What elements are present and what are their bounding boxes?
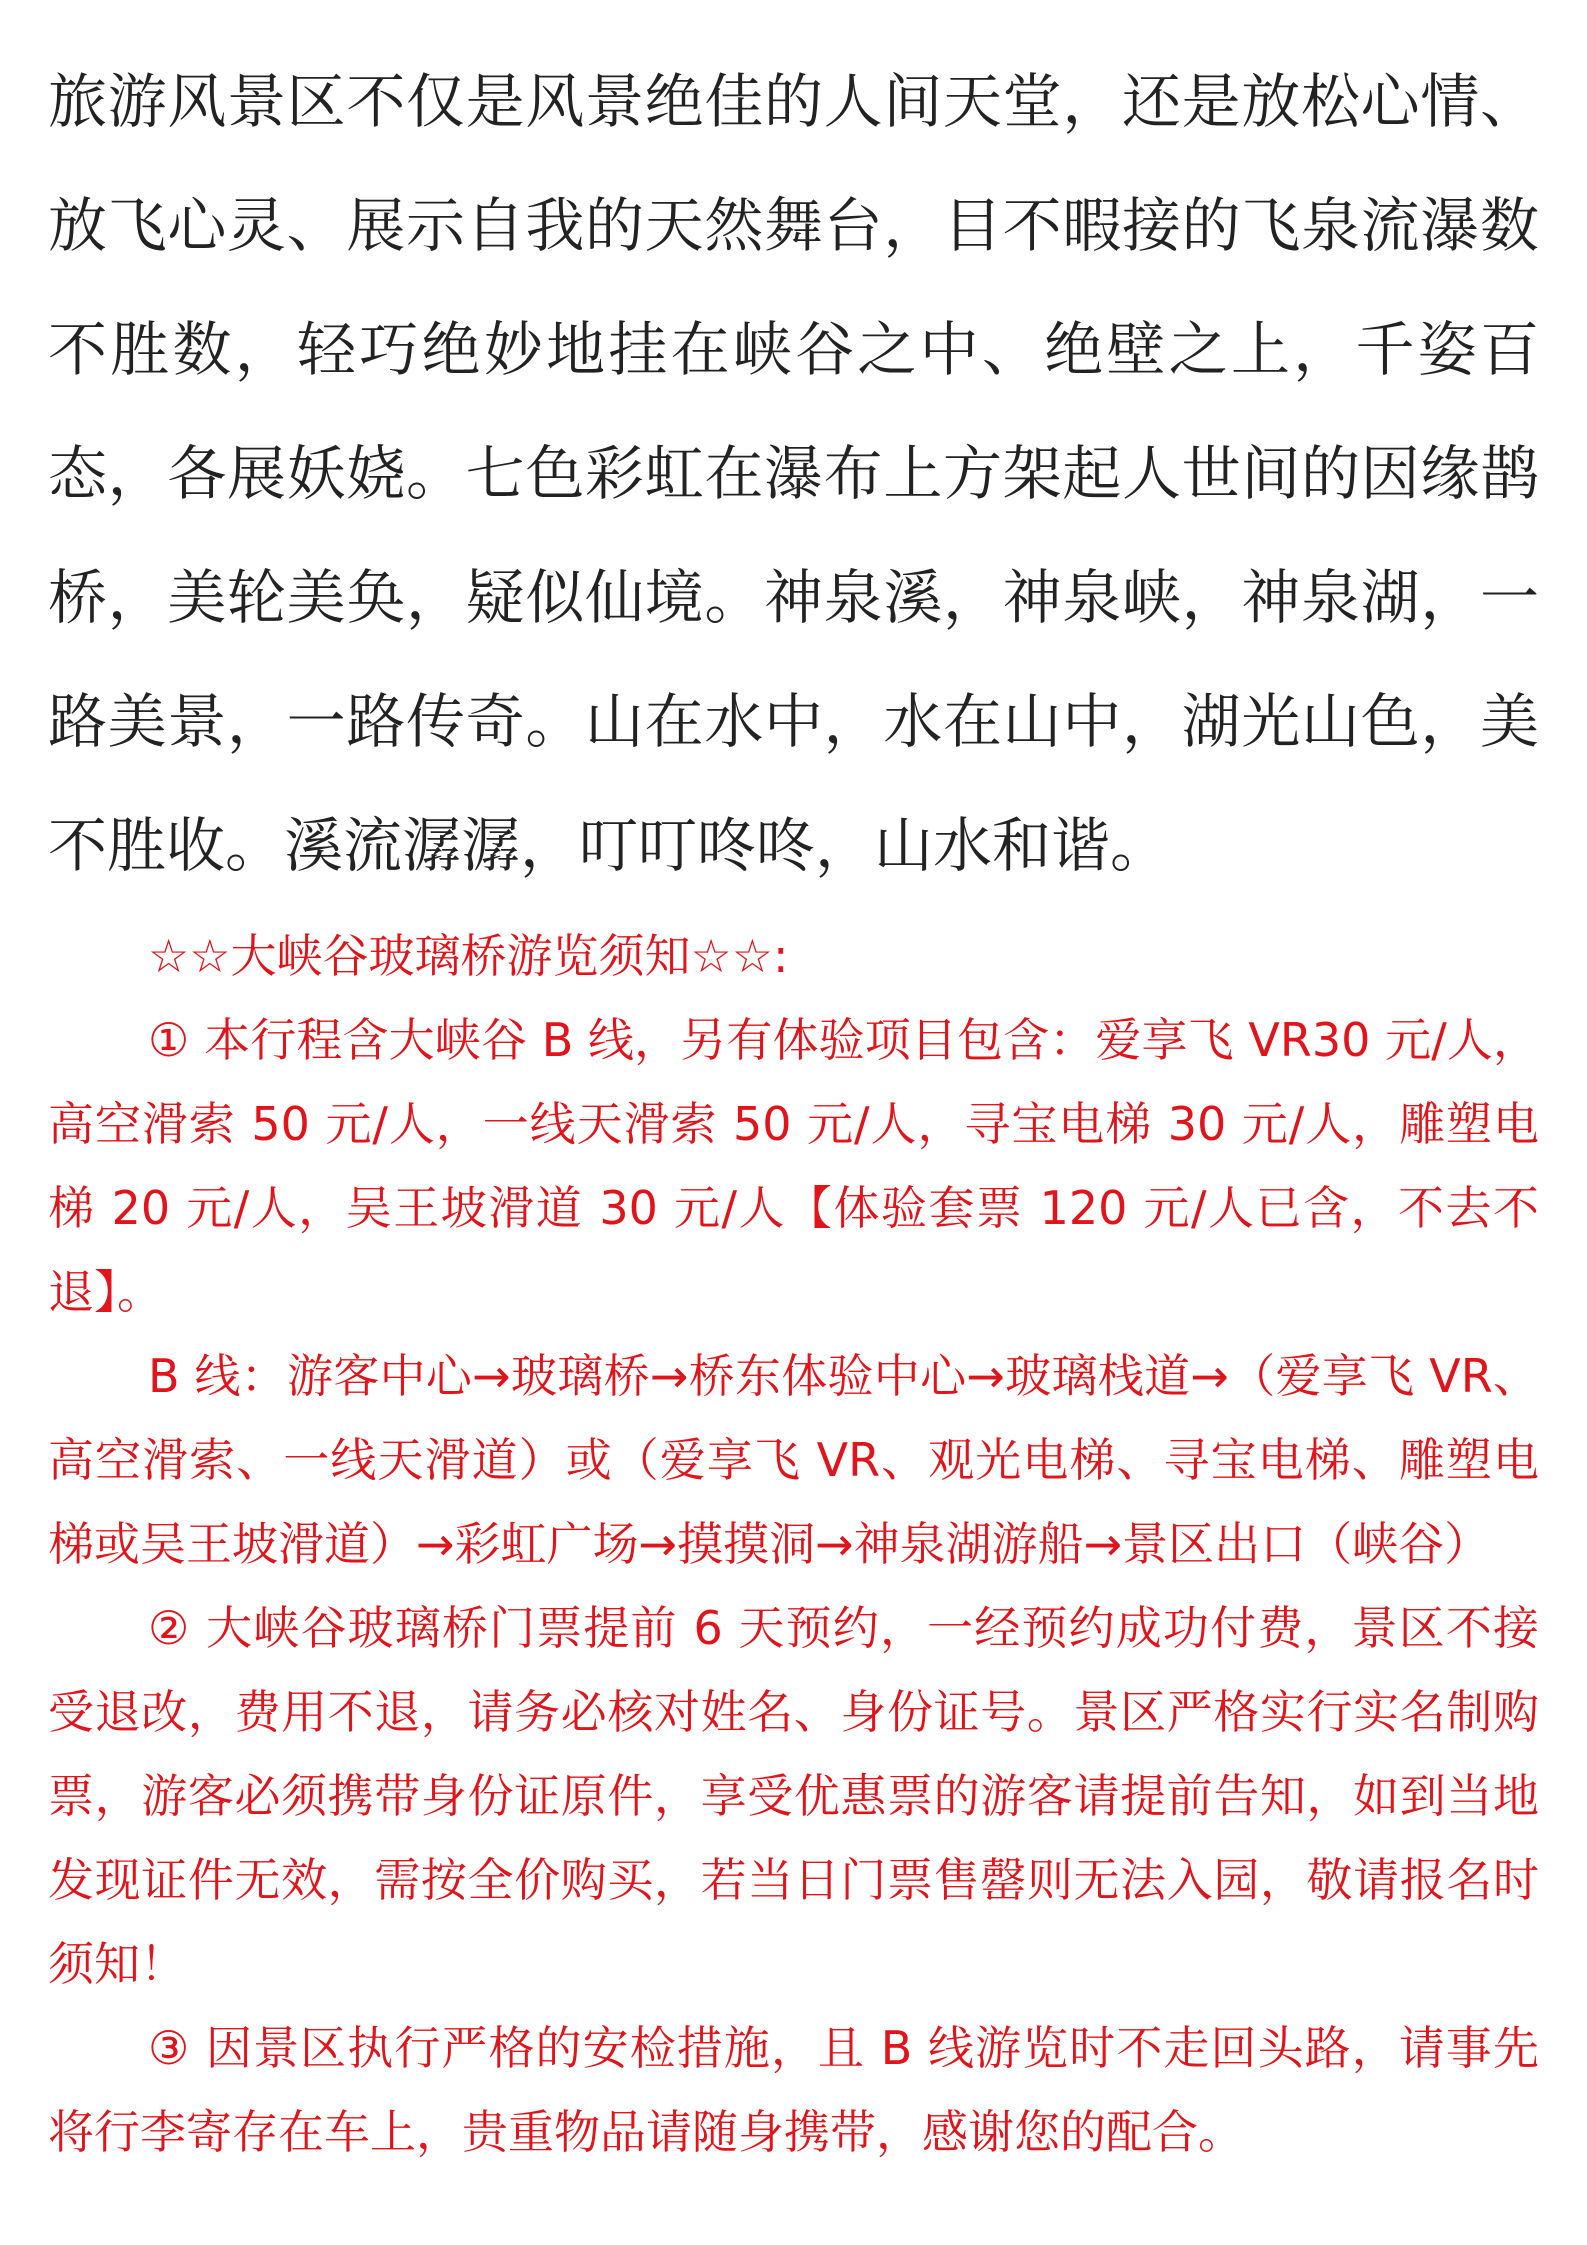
document-page <box>48 40 1539 2174</box>
notice-title: ☆☆大峡谷玻璃桥游览须知☆☆: <box>148 929 789 983</box>
notice-item-2: ② 大峡谷玻璃桥门票提前 6 天预约，一经预约成功付费，景区不接受退改，费用不退，请务必核对姓名、身份证号。景区严格实行实名制购票，游客必须携带身份证原件，享受优惠票的游客请提前告知，如到当地发现证件无效，需按全价购买，若当日门票售罄则无法入园，敬请报名时须知！ <box>48 1601 1539 1991</box>
notice-item-3: ③ 因景区执行严格的安检措施，且 B 线游览时不走回头路，请事先将行李寄存在车上，贵重物品请随身携带，感谢您的配合。 <box>48 2021 1539 2159</box>
notice-item-1: ① 本行程含大峡谷 B 线，另有体验项目包含：爱享飞 VR30 元/人，高空滑索 50 元/人，一线天滑索 50 元/人，寻宝电梯 30 元/人，雕塑电梯 20 元/人，吴王坡滑道 30 元/人【体验套票 120 元/人已含，不去不退】。 <box>48 1013 1539 1319</box>
notice-route-b: B 线：游客中心→玻璃桥→桥东体验中心→玻璃栈道→（爱享飞 VR、高空滑索、一线天滑道）或（爱享飞 VR、观光电梯、寻宝电梯、雕塑电梯或吴王坡滑道）→彩虹广场→摸摸洞→神泉湖游船→景区出口（峡谷） <box>48 1349 1539 1571</box>
intro-paragraph: 旅游风景区不仅是风景绝佳的人间天堂，还是放松心情、放飞心灵、展示自我的天然舞台，目不暇接的飞泉流瀑数不胜数，轻巧绝妙地挂在峡谷之中、绝壁之上，千姿百态，各展妖娆。七色彩虹在瀑布上方架起人世间的因缘鹊桥，美轮美奂，疑似仙境。神泉溪，神泉峡，神泉湖，一路美景，一路传奇。山在水中，水在山中，湖光山色，美不胜收。溪流潺潺，叮叮咚咚，山水和谐。 <box>48 67 1539 880</box>
